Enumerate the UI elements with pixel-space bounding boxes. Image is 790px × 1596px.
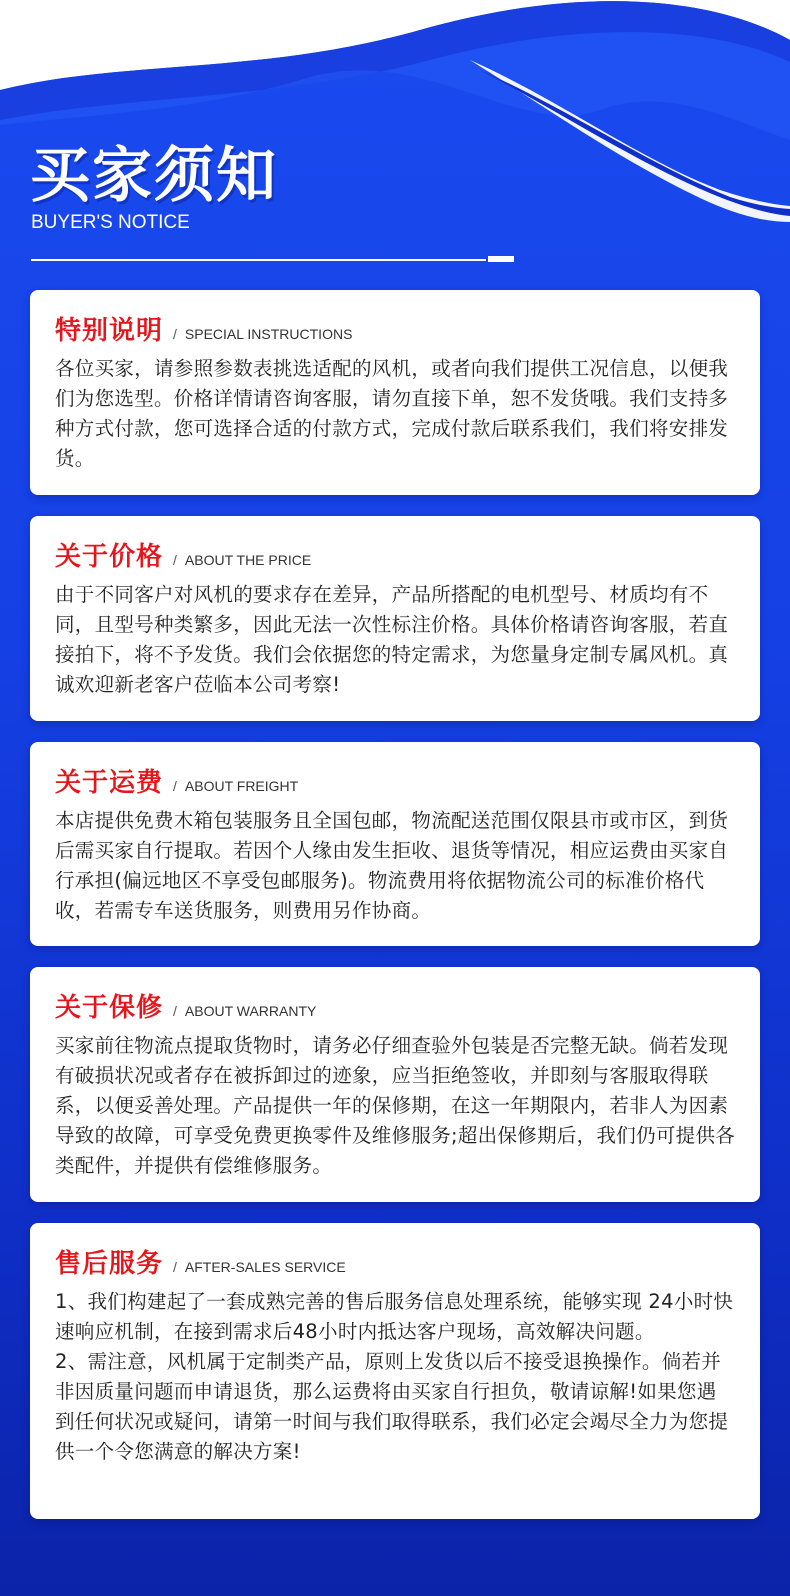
card-body (55, 1287, 736, 1467)
card-paragraph: 本店提供免费木箱包装服务且全国包邮，物流配送范围仅限县市或市区，到货后需买家自行提取。若因个人缘由发生拒收、退货等情况，相应运费由买家自行承担(偏远地区不享受包邮服务)。物流费用将依据物流公司的标准价格代收，若需专车送货服务，则费用另作协商。 (55, 809, 729, 922)
card-body (55, 806, 736, 926)
card-english-title: ABOUT THE PRICE (184, 552, 312, 568)
page-title: 买家须知 (30, 141, 278, 211)
card-body (55, 1031, 736, 1181)
card-body (55, 580, 736, 700)
card-about-freight (30, 742, 760, 946)
card-separator: / (173, 552, 177, 568)
card-paragraph: 2、需注意，风机属于定制类产品，原则上发货以后不接受退换操作。倘若并非因质量问题而申请退货，那么运费将由买家自行担负，敬请谅解!如果您遇到任何状况或疑问，请第一时间与我们取得联系，我们必定会竭尽全力为您提供一个令您满意的解决方案! (55, 1350, 729, 1463)
card-body (55, 354, 736, 474)
card-english-title: SPECIAL INSTRUCTIONS (184, 326, 353, 342)
card-separator: / (173, 778, 177, 794)
title-divider-accent (488, 256, 514, 262)
card-after-sales-service (30, 1223, 760, 1519)
title-divider (31, 259, 486, 261)
card-title: 关于保修 (55, 993, 164, 1023)
card-about-price (30, 516, 760, 721)
card-separator: / (173, 1003, 177, 1019)
card-title: 特别说明 (55, 316, 164, 346)
card-special-instructions (30, 290, 760, 495)
card-english-title: ABOUT WARRANTY (184, 1003, 317, 1019)
card-title: 售后服务 (55, 1249, 164, 1279)
card-english-title: ABOUT FREIGHT (184, 778, 299, 794)
card-paragraph: 买家前往物流点提取货物时，请务必仔细查验外包装是否完整无缺。倘若发现有破损状况或者存在被拆卸过的迹象，应当拒绝签收，并即刻与客服取得联系，以便妥善处理。产品提供一年的保修期，在这一年期限内，若非人为因素导致的故障，可享受免费更换零件及维修服务;超出保修期后，我们仍可提供各类配件，并提供有偿维修服务。 (55, 1034, 736, 1177)
card-separator: / (173, 326, 177, 342)
card-title: 关于运费 (55, 768, 164, 798)
card-separator: / (173, 1259, 177, 1275)
card-about-warranty (30, 967, 760, 1202)
card-paragraph: 1、我们构建起了一套成熟完善的售后服务信息处理系统，能够实现 24小时快速响应机制，在接到需求后48小时内抵达客户现场，高效解决问题。 (55, 1290, 734, 1343)
card-paragraph: 由于不同客户对风机的要求存在差异，产品所搭配的电机型号、材质均有不同，且型号种类繁多，因此无法一次性标注价格。具体价格请咨询客服，若直接拍下，将不予发货。我们会依据您的特定需求，为您量身定制专属风机。真诚欢迎新老客户莅临本公司考察! (55, 583, 729, 696)
card-english-title: AFTER-SALES SERVICE (184, 1259, 346, 1275)
card-title: 关于价格 (55, 542, 164, 572)
page-subtitle: BUYER'S NOTICE (31, 212, 190, 233)
card-paragraph: 各位买家，请参照参数表挑选适配的风机，或者向我们提供工况信息，以便我们为您选型。价格详情请咨询客服，请勿直接下单，恕不发货哦。我们支持多种方式付款，您可选择合适的付款方式，完成付款后联系我们，我们将安排发货。 (55, 357, 729, 470)
